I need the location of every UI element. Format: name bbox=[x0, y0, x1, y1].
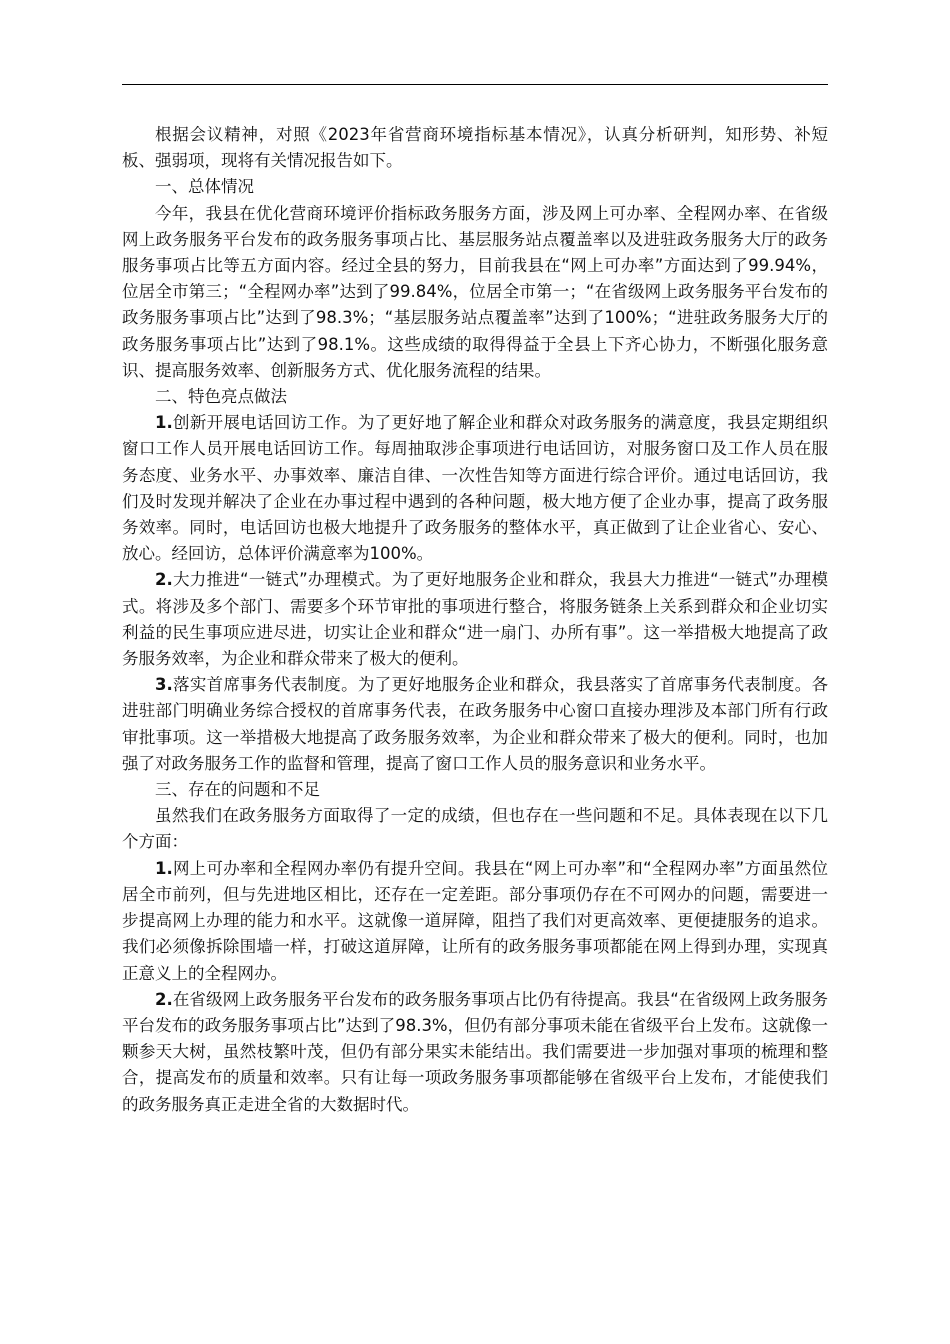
section-heading-overview: 一、总体情况 bbox=[155, 177, 254, 197]
item-text: 网上可办率和全程网办率仍有提升空间。我县在“网上可办率”和“全程网办率”方面虽然位居全市前列，但与先进地区相比，还存在一定差距。部分事项仍存在不可网办的问题，需要进一步提高网上办理的能力和水平。这就像一道屏障，阻挡了我们对更高效率、更便捷服务的追求。我们必须像拆除围墙一样，打破这道屏障，让所有的政务服务事项都能在网上得到办理，实现真正意义上的全程网办。 bbox=[122, 858, 828, 983]
item-text: 大力推进“一链式”办理模式。为了更好地服务企业和群众，我县大力推进“一链式”办理模式。将涉及多个部门、需要多个环节审批的事项进行整合，将服务链条上关系到群众和企业切实利益的民生事项应进尽进，切实让企业和群众“进一扇门、办所有事”。这一举措极大地提高了政务服务效率，为企业和群众带来了极大的便利。 bbox=[122, 570, 828, 669]
item-number: 3. bbox=[155, 675, 173, 695]
intro-paragraph: 根据会议精神，对照《2023年省营商环境指标基本情况》，认真分析研判，知形势、补短板、强弱项，现将有关情况报告如下。 bbox=[122, 125, 828, 171]
item-number: 1. bbox=[155, 858, 173, 878]
document-body bbox=[122, 122, 828, 1118]
problems-intro-paragraph: 虽然我们在政务服务方面取得了一定的成绩，但也存在一些问题和不足。具体表现在以下几个方面： bbox=[122, 806, 828, 852]
item-number: 1. bbox=[155, 413, 173, 433]
section-heading-problems: 三、存在的问题和不足 bbox=[155, 780, 320, 800]
item-number: 2. bbox=[155, 989, 173, 1009]
section-heading-highlights: 二、特色亮点做法 bbox=[155, 387, 287, 407]
numbered-paragraph bbox=[122, 410, 828, 567]
numbered-paragraph bbox=[122, 567, 828, 672]
overview-paragraph: 今年，我县在优化营商环境评价指标政务服务方面，涉及网上可办率、全程网办率、在省级网上政务服务平台发布的政务服务事项占比、基层服务站点覆盖率以及进驻政务服务大厅的政务服务事项占比等五方面内容。经过全县的努力，目前我县在“网上可办率”方面达到了99.94%，位居全市第三；“全程网办率”达到了99.84%，位居全市第一；“在省级网上政务服务平台发布的政务服务事项占比”达到了98.3%；“基层服务站点覆盖率”达到了100%；“进驻政务服务大厅的政务服务事项占比”达到了98.1%。这些成绩的取得得益于全县上下齐心协力，不断强化服务意识、提高服务效率、创新服务方式、优化服务流程的结果。 bbox=[122, 203, 828, 380]
numbered-paragraph bbox=[122, 672, 828, 777]
numbered-paragraph bbox=[122, 987, 828, 1118]
item-number: 2. bbox=[155, 570, 173, 590]
header-rule bbox=[122, 84, 828, 85]
numbered-paragraph bbox=[122, 856, 828, 987]
item-text: 落实首席事务代表制度。为了更好地服务企业和群众，我县落实了首席事务代表制度。各进驻部门明确业务综合授权的首席事务代表，在政务服务中心窗口直接办理涉及本部门所有行政审批事项。这一举措极大地提高了政务服务效率，为企业和群众带来了极大的便利。同时，也加强了对政务服务工作的监督和管理，提高了窗口工作人员的服务意识和业务水平。 bbox=[122, 675, 828, 773]
item-text: 在省级网上政务服务平台发布的政务服务事项占比仍有待提高。我县“在省级网上政务服务平台发布的政务服务事项占比”达到了98.3%，但仍有部分事项未能在省级平台上发布。这就像一颗参天大树，虽然枝繁叶茂，但仍有部分果实未能结出。我们需要进一步加强对事项的梳理和整合，提高发布的质量和效率。只有让每一项政务服务事项都能够在省级平台上发布，才能使我们的政务服务真正走进全省的大数据时代。 bbox=[122, 989, 828, 1114]
item-text: 创新开展电话回访工作。为了更好地了解企业和群众对政务服务的满意度，我县定期组织窗口工作人员开展电话回访工作。每周抽取涉企事项进行电话回访，对服务窗口及工作人员在服务态度、业务水平、办事效率、廉洁自律、一次性告知等方面进行综合评价。通过电话回访，我们及时发现并解决了企业在办事过程中遇到的各种问题，极大地方便了企业办事，提高了政务服务效率。同时，电话回访也极大地提升了政务服务的整体水平，真正做到了让企业省心、安心、放心。经回访，总体评价满意率为100%。 bbox=[122, 413, 828, 564]
